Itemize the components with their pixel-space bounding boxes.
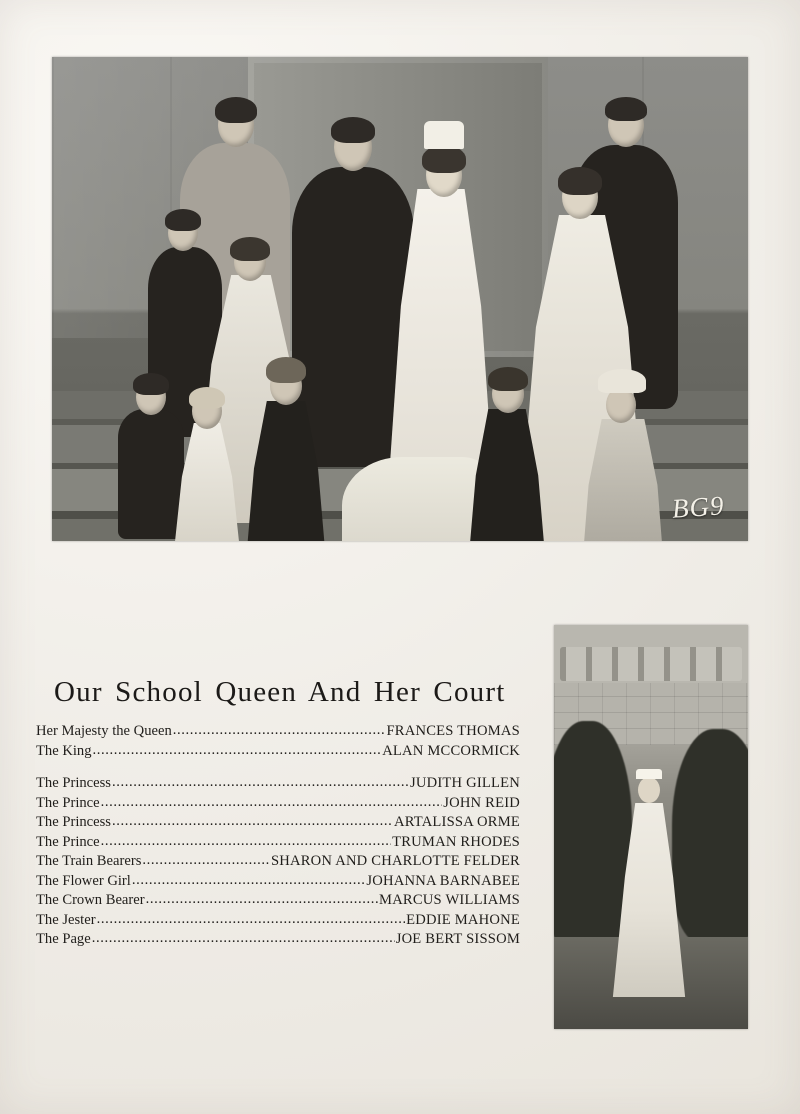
child-front-girl-dark-1-hair bbox=[266, 357, 306, 383]
list-item bbox=[36, 742, 520, 762]
leader-dots bbox=[173, 721, 386, 741]
role-label: The Prince bbox=[36, 833, 100, 850]
list-item bbox=[36, 852, 520, 872]
person-name: JUDITH GILLEN bbox=[409, 775, 520, 791]
role-label: The Flower Girl bbox=[36, 872, 131, 889]
leader-dots bbox=[101, 793, 443, 813]
role-label: Her Majesty the Queen bbox=[36, 723, 172, 739]
child-boy-left-hair bbox=[165, 209, 201, 231]
list-item bbox=[36, 794, 520, 814]
person-name: SHARON AND CHARLOTTE FELDER bbox=[270, 853, 520, 869]
portrait-bush-right bbox=[672, 729, 748, 943]
role-label: The Page bbox=[36, 931, 91, 947]
child-girl-light-dress-hair bbox=[230, 237, 270, 261]
person-princess-right-hair bbox=[558, 167, 602, 195]
person-name: MARCUS WILLIAMS bbox=[379, 892, 520, 908]
list-item bbox=[36, 722, 520, 742]
person-name: JOHANNA BARNABEE bbox=[366, 872, 520, 889]
group-photo-queen-and-court bbox=[52, 57, 748, 541]
role-label: The Princess bbox=[36, 814, 111, 830]
person-name: JOHN REID bbox=[443, 794, 520, 811]
photo-negative-mark: BG9 bbox=[670, 490, 725, 524]
person-name: TRUMAN RHODES bbox=[392, 833, 520, 850]
role-label: The Crown Bearer bbox=[36, 892, 145, 908]
child-front-girl-dark-2-hair bbox=[488, 367, 528, 391]
list-item bbox=[36, 813, 520, 833]
person-back-left-hair bbox=[215, 97, 257, 123]
child-front-boy-1 bbox=[118, 409, 184, 539]
child-front-girl-white-hair bbox=[189, 387, 225, 409]
leader-dots bbox=[112, 812, 393, 832]
leader-dots bbox=[112, 773, 409, 793]
person-queen-train bbox=[342, 457, 492, 541]
person-name: ARTALISSA ORME bbox=[393, 814, 520, 830]
leader-dots bbox=[132, 871, 366, 891]
page-title: Our School Queen And Her Court bbox=[54, 676, 506, 708]
court-list bbox=[36, 722, 520, 950]
list-item bbox=[36, 930, 520, 950]
person-king-hair bbox=[331, 117, 375, 143]
role-label: The Princess bbox=[36, 775, 111, 791]
person-queen-hair bbox=[422, 145, 466, 173]
leader-dots bbox=[146, 890, 378, 910]
role-label: The Prince bbox=[36, 794, 100, 811]
leader-dots bbox=[101, 832, 392, 852]
list-item bbox=[36, 774, 520, 794]
role-label: The Jester bbox=[36, 911, 96, 928]
person-name: JOE BERT SISSOM bbox=[395, 931, 520, 947]
portrait-photo-school-queen bbox=[554, 625, 748, 1029]
portrait-building-arches bbox=[560, 647, 742, 681]
person-name: FRANCES THOMAS bbox=[386, 723, 520, 739]
leader-dots bbox=[97, 910, 406, 930]
role-label: The King bbox=[36, 742, 92, 759]
portrait-queen-head bbox=[638, 777, 660, 803]
child-front-boy-1-hair bbox=[133, 373, 169, 395]
person-back-right-hair bbox=[605, 97, 647, 121]
child-jester-hat bbox=[598, 369, 646, 393]
leader-dots bbox=[142, 851, 270, 871]
person-name: ALAN MCCORMICK bbox=[382, 742, 520, 759]
portrait-queen-crown bbox=[636, 769, 662, 779]
list-item bbox=[36, 891, 520, 911]
person-queen-crown bbox=[424, 121, 464, 149]
leader-dots bbox=[92, 929, 395, 949]
list-item bbox=[36, 872, 520, 892]
list-item bbox=[36, 911, 520, 931]
list-item bbox=[36, 833, 520, 853]
role-label: The Train Bearers bbox=[36, 853, 142, 869]
person-name: EDDIE MAHONE bbox=[406, 911, 520, 928]
leader-dots bbox=[93, 741, 382, 761]
portrait-bush-left bbox=[554, 721, 632, 951]
